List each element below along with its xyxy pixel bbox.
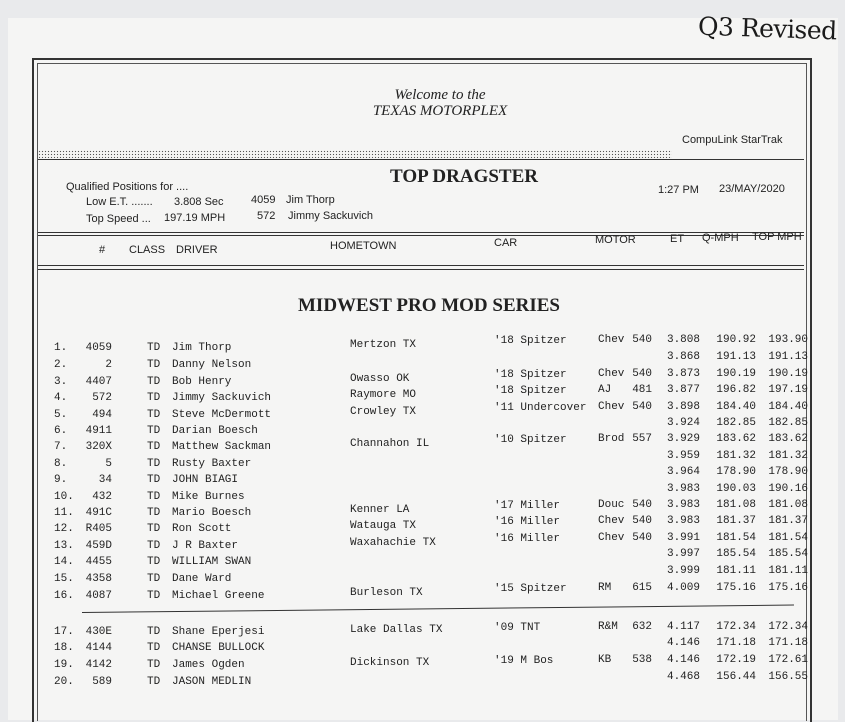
divider <box>38 265 804 266</box>
cell-num: 491C <box>85 507 112 519</box>
cell-qmph: 191.13 <box>716 351 756 363</box>
track-name: TEXAS MOTORPLEX <box>372 103 508 119</box>
cell-car: '09 TNT <box>494 621 541 634</box>
cell-hometown: Crowley TX <box>350 406 417 418</box>
cell-driver: Michael Greene <box>172 590 265 602</box>
cell-et: 3.868 <box>666 351 700 363</box>
cell-cls: TD <box>147 392 161 404</box>
cell-top: 193.90 <box>768 334 808 346</box>
cell-qmph: 183.62 <box>716 433 756 445</box>
cell-pos: 12. <box>54 523 74 535</box>
low-et-car-number: 4059 <box>251 194 276 206</box>
cell-car: '15 Spitzer <box>494 583 567 595</box>
welcome-line: Welcome to the <box>394 87 486 103</box>
cell-qmph: 190.92 <box>716 334 756 346</box>
cell-driver: Steve McDermott <box>172 409 272 421</box>
col-header-motor: MOTOR <box>595 234 636 246</box>
cell-qmph: 171.18 <box>716 637 756 650</box>
col-header-topmph: TOP MPH <box>752 231 802 243</box>
cell-car: '18 Spitzer <box>494 385 567 397</box>
cell-cls: TD <box>147 359 161 371</box>
cell-num: 4059 <box>85 342 112 354</box>
cell-num: 4142 <box>85 659 112 671</box>
cell-top: 197.19 <box>768 384 808 396</box>
cell-motor: R&M <box>598 621 618 634</box>
cell-et: 4.468 <box>666 671 700 684</box>
top-speed-label: Top Speed ... <box>86 213 151 225</box>
cell-pos: 16. <box>54 590 74 602</box>
cell-motor: Chev <box>598 515 625 527</box>
cell-top: 181.32 <box>768 450 808 462</box>
timing-system-label: CompuLink StarTrak <box>682 134 783 146</box>
cell-driver: Darian Boesch <box>172 425 258 437</box>
cell-et: 3.983 <box>666 483 700 495</box>
cell-motor: Chev <box>598 532 625 544</box>
col-header-et: ET <box>670 233 685 245</box>
cell-top: 181.08 <box>768 499 808 511</box>
cell-top: 190.16 <box>768 483 808 495</box>
handwritten-note: Q3 Revised <box>697 11 838 46</box>
cell-num: 5 <box>105 458 112 470</box>
qualified-label: Qualified Positions for .... <box>66 181 189 193</box>
cell-num: 4087 <box>85 590 112 602</box>
cell-num: 4455 <box>85 556 112 568</box>
cell-num: 4358 <box>85 573 112 585</box>
cell-top: 182.85 <box>768 417 808 429</box>
cell-driver: Matthew Sackman <box>172 441 272 453</box>
cell-car: '18 Spitzer <box>494 335 567 347</box>
cell-cls: TD <box>147 556 161 568</box>
cell-pos: 19. <box>54 659 74 671</box>
cell-cls: TD <box>147 458 161 470</box>
cell-top: 190.19 <box>768 368 808 380</box>
cell-motor: AJ <box>598 384 612 396</box>
cell-driver: Jim Thorp <box>172 342 232 354</box>
cell-pos: 6. <box>54 425 68 437</box>
cell-qmph: 175.16 <box>716 582 756 594</box>
cell-hometown: Lake Dallas TX <box>350 624 443 637</box>
cell-driver: Danny Nelson <box>172 359 252 371</box>
cell-et: 3.929 <box>666 433 700 445</box>
cell-qmph: 181.11 <box>716 565 756 577</box>
cell-cid: 540 <box>632 368 652 380</box>
cell-hometown: Waxahachie TX <box>350 537 436 549</box>
cell-top: 184.40 <box>768 401 808 413</box>
low-et-value: 3.808 Sec <box>174 196 224 208</box>
cell-qmph: 190.19 <box>716 368 756 380</box>
cell-et: 3.898 <box>666 401 700 413</box>
divider <box>38 235 804 236</box>
cell-qmph: 181.32 <box>716 450 756 462</box>
cell-cls: TD <box>147 507 161 519</box>
cell-num: 432 <box>92 491 112 503</box>
cell-pos: 18. <box>54 642 74 654</box>
cell-hometown: Kenner LA <box>350 504 410 516</box>
col-header-qmph: Q-MPH <box>702 232 739 244</box>
cell-qmph: 185.54 <box>716 548 756 560</box>
cell-pos: 1. <box>54 342 68 354</box>
cell-top: 178.90 <box>768 466 808 478</box>
cell-et: 4.117 <box>666 621 700 634</box>
cell-num: 494 <box>92 409 112 421</box>
cell-car: '16 Miller <box>494 516 561 528</box>
cell-pos: 4. <box>54 392 68 404</box>
cell-top: 171.18 <box>768 637 808 650</box>
cell-motor: Brod <box>598 433 625 445</box>
cell-qmph: 172.19 <box>716 654 756 667</box>
cell-car: '17 Miller <box>494 500 561 512</box>
cell-cls: TD <box>147 425 161 437</box>
cell-num: 589 <box>92 676 112 688</box>
report-time: 1:27 PM <box>658 184 699 196</box>
cell-driver: James Ogden <box>172 659 245 671</box>
cell-cls: TD <box>147 573 161 585</box>
cell-driver: JOHN BIAGI <box>172 474 239 486</box>
col-header-class: CLASS <box>129 244 166 256</box>
cell-et: 4.146 <box>666 637 700 650</box>
cell-cls: TD <box>147 409 161 421</box>
cell-top: 175.16 <box>768 582 808 594</box>
dotted-rule <box>38 150 672 158</box>
cell-qmph: 190.03 <box>716 483 756 495</box>
cell-qmph: 156.44 <box>716 671 756 684</box>
low-et-driver: Jim Thorp <box>286 194 335 206</box>
cell-cid: 557 <box>632 433 652 445</box>
cell-cid: 481 <box>632 384 652 396</box>
cell-motor: RM <box>598 582 612 594</box>
top-speed-value: 197.19 MPH <box>164 212 226 224</box>
divider <box>38 232 804 233</box>
cell-qmph: 181.08 <box>716 499 756 511</box>
cell-et: 3.959 <box>666 450 700 462</box>
cell-motor: KB <box>598 654 612 667</box>
cell-et: 3.873 <box>666 368 700 380</box>
cell-qmph: 182.85 <box>716 417 756 429</box>
class-title: TOP DRAGSTER <box>390 166 538 187</box>
cell-car: '19 M Bos <box>494 654 554 667</box>
cell-qmph: 178.90 <box>716 466 756 478</box>
cell-num: 572 <box>92 392 112 404</box>
cell-pos: 13. <box>54 540 74 552</box>
cell-motor: Chev <box>598 334 625 346</box>
cell-cls: TD <box>147 474 161 486</box>
cell-num: 320X <box>85 441 112 453</box>
cell-cid: 615 <box>632 582 652 594</box>
cell-pos: 5. <box>54 409 68 421</box>
cell-driver: J R Baxter <box>172 540 239 552</box>
col-header-num: # <box>99 244 106 256</box>
cell-top: 172.61 <box>768 654 808 667</box>
cell-cls: TD <box>147 626 161 638</box>
cell-num: 2 <box>105 359 112 371</box>
cell-pos: 9. <box>54 474 68 486</box>
cell-driver: Mario Boesch <box>172 507 252 519</box>
cell-qmph: 181.37 <box>716 515 756 527</box>
cell-hometown: Mertzon TX <box>350 339 417 351</box>
cell-car: '11 Undercover <box>494 402 587 414</box>
cell-num: 4911 <box>85 425 112 437</box>
cell-cls: TD <box>147 540 161 552</box>
cell-qmph: 196.82 <box>716 384 756 396</box>
cell-et: 3.964 <box>666 466 700 478</box>
cell-num: 34 <box>98 474 112 486</box>
report-date: 23/MAY/2020 <box>719 183 785 195</box>
cell-motor: Chev <box>598 368 625 380</box>
cell-pos: 17. <box>54 626 74 638</box>
series-title: MIDWEST PRO MOD SERIES <box>298 295 561 316</box>
cell-driver: Dane Ward <box>172 573 232 585</box>
cell-et: 3.991 <box>666 532 700 544</box>
cell-driver: CHANSE BULLOCK <box>172 642 265 654</box>
cell-hometown: Burleson TX <box>350 587 423 599</box>
cell-num: 430E <box>85 626 112 638</box>
top-speed-car-number: 572 <box>257 210 276 222</box>
cell-pos: 2. <box>54 359 68 371</box>
cell-hometown: Channahon IL <box>350 438 430 450</box>
cell-cid: 540 <box>632 334 652 346</box>
divider <box>38 159 804 160</box>
cell-car: '10 Spitzer <box>494 434 567 446</box>
cell-et: 3.877 <box>666 384 700 396</box>
cell-pos: 14. <box>54 556 74 568</box>
cell-driver: Mike Burnes <box>172 491 245 503</box>
cell-driver: Jimmy Sackuvich <box>172 392 272 404</box>
cell-pos: 8. <box>54 458 68 470</box>
cell-cls: TD <box>147 523 161 535</box>
cell-num: 459D <box>85 540 112 552</box>
cell-hometown: Watauga TX <box>350 520 417 532</box>
cell-top: 181.37 <box>768 515 808 527</box>
cell-num: 4407 <box>85 376 112 388</box>
cell-top: 156.55 <box>768 671 808 684</box>
cell-cid: 540 <box>632 401 652 413</box>
cell-cid: 540 <box>632 499 652 511</box>
col-header-driver: DRIVER <box>176 244 218 256</box>
cell-pos: 7. <box>54 441 68 453</box>
cell-driver: JASON MEDLIN <box>172 676 252 688</box>
cell-driver: Shane Eperjesi <box>172 626 265 638</box>
cell-num: R405 <box>85 523 112 535</box>
cell-pos: 3. <box>54 376 68 388</box>
cell-motor: Chev <box>598 401 625 413</box>
cell-pos: 10. <box>54 491 74 503</box>
col-header-car: CAR <box>494 237 518 249</box>
cell-cid: 540 <box>632 532 652 544</box>
cell-num: 4144 <box>85 642 112 654</box>
cell-cls: TD <box>147 342 161 354</box>
cell-cls: TD <box>147 441 161 453</box>
col-header-hometown: HOMETOWN <box>330 240 397 252</box>
cell-top: 181.54 <box>768 532 808 544</box>
cell-top: 172.34 <box>768 621 808 634</box>
cell-et: 3.983 <box>666 499 700 511</box>
cell-driver: Ron Scott <box>172 523 232 535</box>
cell-cls: TD <box>147 642 161 654</box>
cell-cid: 538 <box>632 654 652 667</box>
cell-hometown: Dickinson TX <box>350 657 430 670</box>
cell-driver: WILLIAM SWAN <box>172 556 252 568</box>
divider <box>38 269 804 270</box>
cell-cls: TD <box>147 590 161 602</box>
cell-cls: TD <box>147 376 161 388</box>
cell-qmph: 181.54 <box>716 532 756 544</box>
cell-pos: 15. <box>54 573 74 585</box>
cell-top: 185.54 <box>768 548 808 560</box>
cell-motor: Douc <box>598 499 625 511</box>
cell-et: 3.983 <box>666 515 700 527</box>
cell-et: 3.997 <box>666 548 700 560</box>
cell-top: 183.62 <box>768 433 808 445</box>
cell-et: 3.808 <box>666 334 700 346</box>
cell-et: 4.146 <box>666 654 700 667</box>
cell-qmph: 172.34 <box>716 621 756 634</box>
low-et-label: Low E.T. ....... <box>86 196 153 208</box>
cell-driver: Bob Henry <box>172 376 232 388</box>
cell-cid: 540 <box>632 515 652 527</box>
cell-et: 3.999 <box>666 565 700 577</box>
cell-et: 3.924 <box>666 417 700 429</box>
cell-car: '18 Spitzer <box>494 369 567 381</box>
cell-pos: 20. <box>54 676 74 688</box>
cell-qmph: 184.40 <box>716 401 756 413</box>
top-speed-driver: Jimmy Sackuvich <box>288 210 373 222</box>
cell-hometown: Raymore MO <box>350 389 417 401</box>
cell-car: '16 Miller <box>494 533 561 545</box>
cell-cls: TD <box>147 676 161 688</box>
cell-driver: Rusty Baxter <box>172 458 252 470</box>
cell-top: 181.11 <box>768 565 808 577</box>
cell-hometown: Owasso OK <box>350 373 410 385</box>
cell-cid: 632 <box>632 621 652 634</box>
cell-et: 4.009 <box>666 582 700 594</box>
cell-pos: 11. <box>54 507 74 519</box>
cell-cls: TD <box>147 659 161 671</box>
cell-top: 191.13 <box>768 351 808 363</box>
cell-cls: TD <box>147 491 161 503</box>
